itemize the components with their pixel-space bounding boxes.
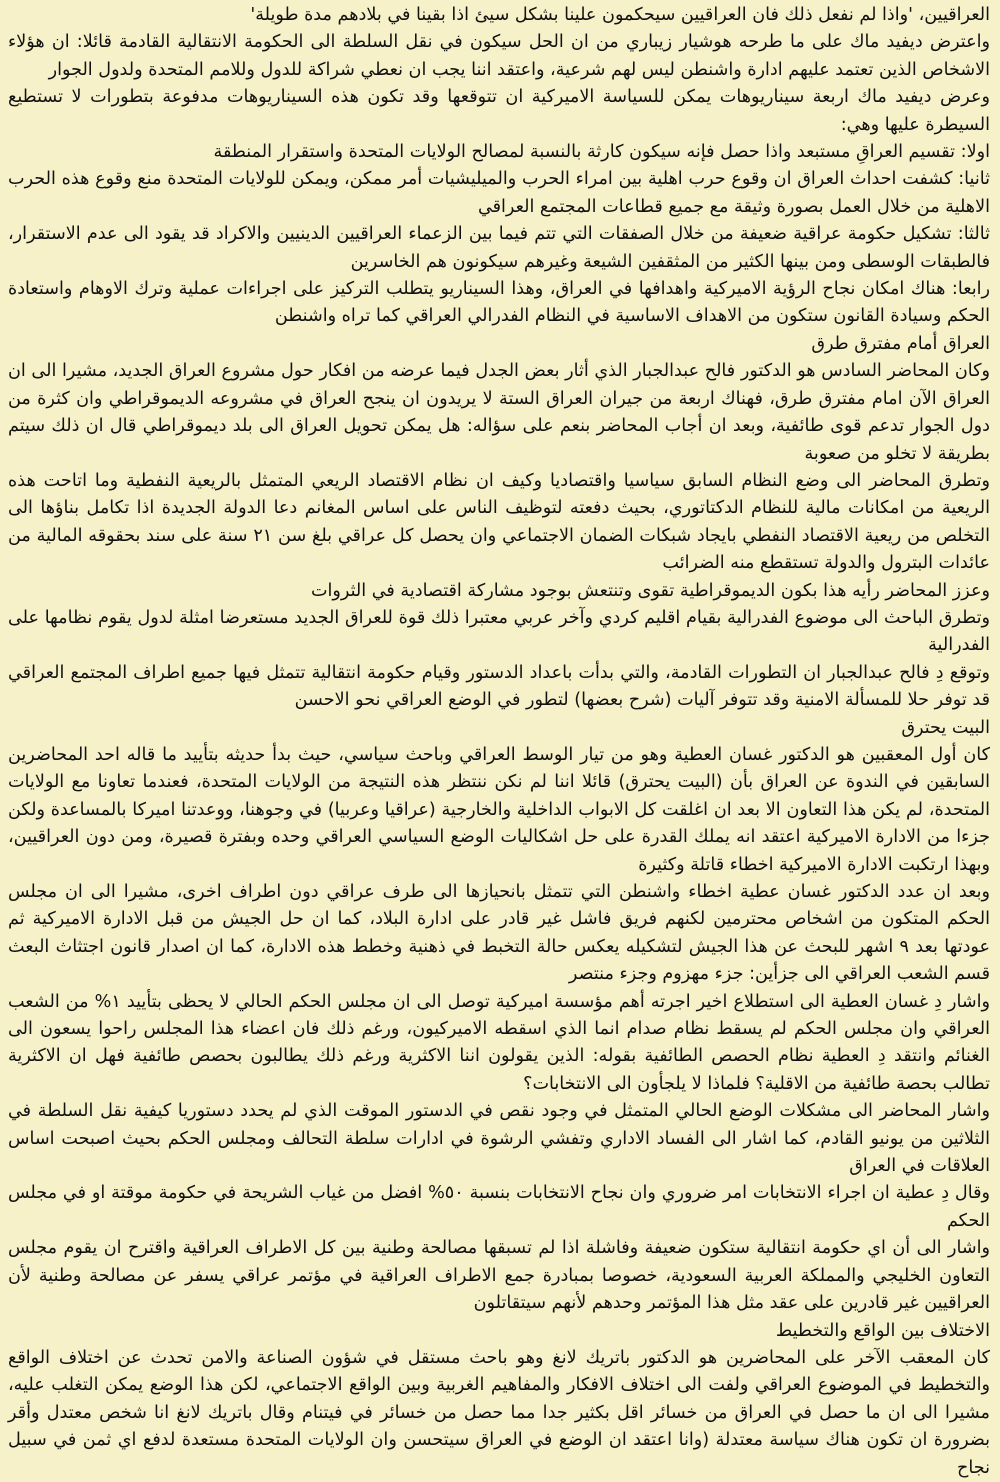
- section-heading-house-burning: البيت يحترق: [901, 717, 990, 738]
- paragraph-rentier-economy: وتطرق المحاضر الى وضع النظام السابق سياسيا واقتصاديا وكيف ان نظام الاقتصاد الريعي المتمثل بالريعية النفطية وما اتاحت هذه الريعية من امكانات مالية للنظام الدكتاتوري، بحيث دفعته لتوظيف الناس على اساس المغانم دعا الدولة الجديدة اذا تكامل بناؤها الى التخلص من ريعية الاقتصاد النفطي بايجاد شبكات الضمان الاجتماعي وان يحصل كل عراقي بلغ سن ٢١ سنة على سند بحقوقه المالية من عائدات البترول والدولة تستقطع منه الضرائب: [8, 470, 990, 574]
- paragraph-scenarios-intro: وعرض ديفيد ماك اربعة سيناريوهات يمكن للسياسة الاميركية ان تتوقعها وقد تكون هذه السيناريوهات مدفوعة بتطورات لا تستطيع السيطرة عليها وهي:: [8, 87, 990, 135]
- paragraph-quote-end: العراقيين، 'واذا لم نفعل ذلك فان العراقيين سيحكمون علينا بشكل سيئ اذا بقينا في بلادهم مدة طويلة': [250, 5, 990, 25]
- paragraph-reconciliation: واشار الى أن اي حكومة انتقالية ستكون ضعيفة وفاشلة اذا لم تسبقها مصالحة وطنية بين كل الاطراف العراقية واقترح ان يقوم مجلس التعاون الخليجي والمملكة العربية السعودية، خصوصا بمبادرة جمع الاطراف العراقية في مؤتمر عراقي يسفر عن مصالحة وطنية لأن العراقيين غير قادرين على عقد مثل هذا المؤتمر وحدهم لأنهم سيتقاتلون: [8, 1238, 990, 1314]
- paragraph-elections: وقال دِ عطية ان اجراء الانتخابات امر ضروري وان نجاح الانتخابات بنسبة ٥٠% افضل من غياب الشريحة في حكومة موقتة او في مجلس الحكم: [8, 1183, 990, 1231]
- paragraph-abduljabbar: وكان المحاضر السادس هو الدكتور فالح عبدالجبار الذي أثار بعض الجدل فيما عرضه من افكار حول مشروع العراق الجديد، مشيرا الى ان العراق الآن امام مفترق طرق، فهناك اربعة من جيران العراق الستة لا يريدون ان ينجح العراق في مشروعه الديموقراطي وان كثرة من دول الجوار تدعم قوى طائفية، وبعد ان أجاب المحاضر بنعم على سؤاله: هل يمكن تحويل العراق الى بلد ديموقراطي قال ان ذلك سيتم بطريقة لا تخلو من صعوبة: [8, 361, 990, 464]
- paragraph-attiyah-poll: واشار دِ غسان العطية الى استطلاع اخير اجرته أهم مؤسسة اميركية توصل الى ان مجلس الحكم الحالي لا يحظى بتأييد ١% من الشعب العراقي وان مجلس الحكم لم يسقط نظام صدام انما الذي اسقطه الاميركيون، ورغم ذلك فان اعضاء هذا المجلس راحوا يسعون الى الغنائم وانتقد دِ العطية نظام الحصص الطائفية بقوله: الذين يقولون اننا الاكثرية ورغم ذلك يطالبون بحصص طائفية فهل ان الاكثرية تطالب بحصة طائفية من الاقلية؟ فلماذا لا يلجأون الى الانتخابات؟: [8, 991, 990, 1094]
- paragraph-mack-objection: واعترض ديفيد ماك على ما طرحه هوشيار زيباري من ان الحل سيكون في نقل السلطة الى الحكومة الانتقالية القادمة قائلا: ان هؤلاء الاشخاص الذين تعتمد عليهم ادارة واشنطن ليس لهم شرعية، واعتقد اننا يجب ان نعطي شراكة للدول وللامم المتحدة ولدول الجوار: [8, 32, 990, 80]
- paragraph-federalism: وتطرق الباحث الى موضوع الفدرالية بقيام اقليم كردي وآخر عربي معتبرا ذلك قوة للعراق الجديد مستعرضا امثلة لدول يقوم نظامها على الفدرالية: [8, 607, 990, 656]
- paragraph-scenario-1: اولا: تقسيم العراقِ مستبعد واذا حصل فإنه سيكون كارثة بالنسبة لمصالح الولايات المتحدة واستقرار المنطقة: [213, 142, 990, 163]
- section-heading-reality-planning: الاختلاف بين الواقع والتخطيط: [775, 1320, 990, 1341]
- paragraph-lang: كان المعقب الآخر على المحاضرين هو الدكتور باتريك لانغ وهو باحث مستقل في شؤون الصناعة والامن تحدث عن اختلاف الواقع والتخطيط في الموضوع العراقي ولفت الى اختلاف الافكار والمفاهيم الغربية وبين الواقع الاجتماعي، لكن هذا الوضع يمكن التغلب عليه، مشيرا الى ان ما حصل في العراق من خسائر اقل بكثير جدا مما حصل من خسائر في فيتنام وقال باتريك لانغ انا شخص معتدل وأقر بضرورة ان تكون هناك سياسة معتدلة (وانا اعتقد ان الوضع في العراق سيتحسن وان الولايات المتحدة مستعدة لدفع اي ثمن في سبيل نجاح: [8, 1347, 990, 1478]
- section-heading-crossroads: العراق أمام مفترق طرق: [811, 333, 990, 354]
- paragraph-attiyah-mistakes: وبعد ان عدد الدكتور غسان عطية اخطاء واشنطن التي تتمثل بانحيازها الى طرف عراقي دون اطراف اخرى، مشيرا الى ان مجلس الحكم المتكون من اشخاص محترمين لكنهم فريق فاشل غير قادر على ادارة البلاد، كما ان حل الجيش من قبل الادارة الاميركية ثم عودتها بعد ٩ اشهر للبحث عن هذا الجيش لتشكيله يعكس حالة التخبط في ذهنية وخطط هذه الادارة، كما ان اصدار قانون اجتثاث البعث قسم الشعب العراقي الى جزأين: جزء مهزوم وجزء منتصر: [8, 882, 991, 985]
- paragraph-attiyah-intro: كان أول المعقبين هو الدكتور غسان العطية وهو من تيار الوسط العراقي وباحث سياسي، حيث بدأ حديثه بتأييد ما قاله احد المحاضرين السابقين في الندوة عن العراق بأن (البيت يحترق) قائلا اننا لم نكن ننتظر هذه النتيجة من الولايات المتحدة، فعندما تعاونا مع الولايات المتحدة، لم يكن هذا التعاون الا بعد ان اغلقت كل الابواب الداخلية والخارجية (عراقيا وعربيا) في وجوهنا، ووعدتنا اميركا بالمساعدة ولكن جزءا من الادارة الاميركية اعتقد انه يملك القدرة على حل اشكاليات الوضع السياسي العراقي وحده وبفترة قصيرة، ومن دون العراقيين، وبهذا ارتكبت الادارة الاميركية اخطاء قاتلة وكثيرة: [8, 744, 990, 875]
- paragraph-wealth-participation: وعزز المحاضر رأيه هذا بكون الديموقراطية تقوى وتنتعش بوجود مشاركة اقتصادية في الثروات: [310, 580, 990, 601]
- paragraph-constitution-problems: واشار المحاضر الى مشكلات الوضع الحالي المتمثل في وجود نقص في الدستور الموقت الذي لم يحدد دستوريا كيفية نقل السلطة في الثلاثين من يونيو القادم، كما اشار الى الفساد الاداري وتفشي الرشوة في ادارات سلطة التحالف ومجلس الحكم بحيث اصبحت اساس العلاقات في العراق: [8, 1101, 990, 1177]
- paragraph-scenario-4: رابعا: هناك امكان نجاح الرؤية الاميركية واهدافها في العراق، وهذا السيناريو يتطلب التركيز على اجراءات عملية وترك الاوهام واستعادة الحكم وسيادة القانون ستكون من الاهداف الاساسية في النظام الفدرالي العراقي كما تراه واشنطن: [8, 279, 990, 327]
- paragraph-scenario-2: ثانيا: كشفت احداث العراق ان وقوع حرب اهلية بين امراء الحرب والميليشيات أمر ممكن، ويمكن للولايات المتحدة منع وقوع هذه الحرب الاهلية من خلال العمل بصورة وثيقة مع جميع قطاعات المجتمع العراقي: [8, 169, 990, 217]
- paragraph-scenario-3: ثالثا: تشكيل حكومة عراقية ضعيفة من خلال الصفقات التي تتم فيما بين الزعماء العراقيين الدينيين والاكراد قد يقود الى عدم الاستقرار، فالطبقات الوسطى ومن بينها الكثير من المثقفين الشيعة وغيرهم سيكونون هم الخاسرين: [8, 224, 990, 272]
- paragraph-forecast: وتوقع دِ فالح عبدالجبار ان التطورات القادمة، والتي بدأت باعداد الدستور وقيام حكومة انتقالية تتمثل فيها جميع اطراف المجتمع العراقي قد توفر حلا للمسألة الامنية وقد تتوفر آليات (شرح بعضها) لتطور في الوضع العراقي نحو الاحسن: [8, 662, 990, 711]
